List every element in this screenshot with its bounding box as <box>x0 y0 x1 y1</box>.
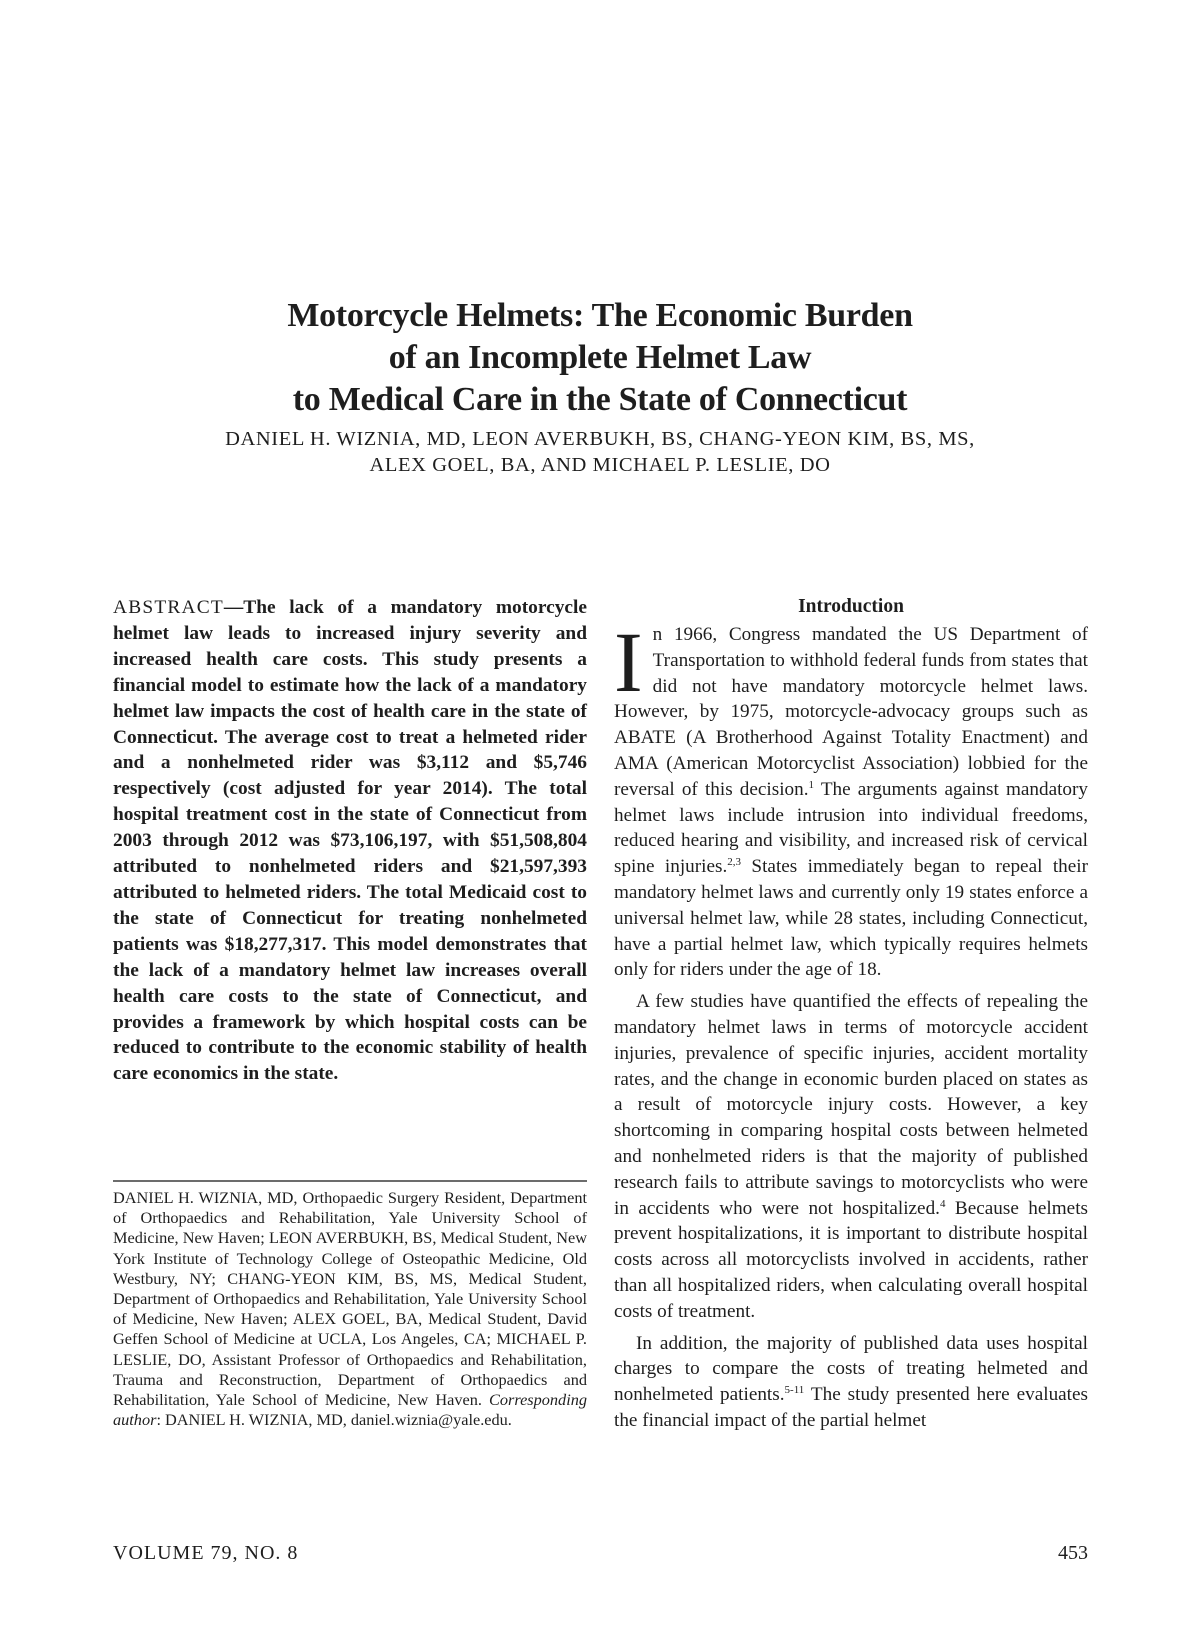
abstract-label: ABSTRACT <box>113 597 224 618</box>
author-list <box>100 426 1100 478</box>
author-line: DANIEL H. WIZNIA, MD, LEON AVERBUKH, BS, CHANG-YEON KIM, BS, MS, <box>225 428 975 450</box>
corresponding-text: : DANIEL H. WIZNIA, MD, daniel.wiznia@yale.edu. <box>156 1410 512 1430</box>
article-header <box>100 295 1100 478</box>
corresponding-label: Corresponding author <box>113 1390 587 1430</box>
title-line: Motorcycle Helmets: The Economic Burden <box>287 297 913 334</box>
paragraph-text: The study presented here evaluates the financial impact of the partial helmet <box>614 1384 1088 1431</box>
paragraph-text: n 1966, Congress mandated the US Department of Transportation to withhold federal funds from states that did not have mandatory motorcycle helmet laws. However, by 1975, motorcycle-advocacy groups such as ABATE (A Brotherhood Against Totality Enactment) and AMA (American Motorcyclist Association) lobbied for the reversal of this decision. <box>614 624 1088 800</box>
section-heading: Introduction <box>798 596 904 617</box>
title-line: of an Incomplete Helmet Law <box>388 339 812 376</box>
paragraph-text: Because helmets prevent hospitalizations, it is important to distribute hospital costs across all motorcyclists involved in accidents, rather than all hospitalized riders, when calculating overall hospital costs of treatment. <box>614 1197 1088 1322</box>
citation-ref: 2,3 <box>727 856 742 869</box>
article-title <box>100 295 1100 421</box>
paragraph-text: States immediately began to repeal their mandatory helmet laws and currently only 19 states enforce a universal helmet law, while 28 states, including Connecticut, have a partial helmet law, which typically requires helmets only for riders under the age of 18. <box>614 856 1088 981</box>
affiliation-text: DANIEL H. WIZNIA, MD, Orthopaedic Surgery Resident, Department of Orthopaedics and Rehabilitation, Yale University School of Medicine, New Haven; LEON AVERBUKH, BS, Medical Student, New York Institute of Technology College of Osteopathic Medicine, Old Westbury, NY; CHANG-YEON KIM, BS, MS, Medical Student, Department of Orthopaedics and Rehabilitation, Yale University School of Medicine, New Haven; ALEX GOEL, BA, Medical Student, David Geffen School of Medicine at UCLA, Los Angeles, CA; MICHAEL P. LESLIE, DO, Assistant Professor of Orthopaedics and Rehabilitation, Trauma and Reconstruction, Department of Orthopaedics and Rehabilitation, Yale School of Medicine, New Haven. <box>113 1188 587 1410</box>
left-column <box>113 595 587 1087</box>
citation-ref: 5-11 <box>784 1384 805 1397</box>
title-line: to Medical Care in the State of Connecticut <box>292 381 908 418</box>
right-column <box>614 594 1088 1434</box>
intro-paragraph <box>614 989 1088 1324</box>
citation-ref: 4 <box>939 1197 946 1210</box>
paragraph-text: The arguments against mandatory helmet laws include intrusion into individual freedoms, reduced hearing and visibility, and increased risk of cervical spine injuries. <box>614 778 1089 878</box>
author-affiliations <box>113 1188 587 1430</box>
drop-cap: I <box>614 614 643 710</box>
abstract-text: —The lack of a mandatory motorcycle helmet law leads to increased injury severity and increased health care costs. This study presents a financial model to estimate how the lack of a mandatory helmet law impacts the cost of health care in the state of Connecticut. The average cost to treat a helmeted rider and a nonhelmeted rider was $3,112 and $5,746 respectively (cost adjusted for year 2014). The total hospital treatment cost in the state of Connecticut from 2003 through 2012 was $73,106,197, with $51,508,804 attributed to nonhelmeted riders and $21,597,393 attributed to helmeted riders. The total Medicaid cost to the state of Connecticut for treating nonhelmeted patients was $18,277,317. This model demonstrates that the lack of a mandatory helmet law increases overall health care costs to the state of Connecticut, and provides a framework by which hospital costs can be reduced to contribute to the economic stability of health care economics in the state. <box>113 597 587 1085</box>
citation-ref: 1 <box>808 778 815 791</box>
intro-paragraph <box>614 614 1089 983</box>
page-number: 453 <box>1058 1542 1088 1564</box>
author-line: ALEX GOEL, BA, AND MICHAEL P. LESLIE, DO <box>369 454 831 476</box>
paragraph-text: In addition, the majority of published data uses hospital charges to compare the costs of treating helmeted and nonhelmeted patients. <box>614 1332 1088 1406</box>
journal-volume: VOLUME 79, NO. 8 <box>113 1542 299 1564</box>
divider <box>113 1180 587 1182</box>
intro-paragraph <box>614 1331 1088 1434</box>
abstract <box>113 595 587 1087</box>
paragraph-text: A few studies have quantified the effects of repealing the mandatory helmet laws in terms of motorcycle accident injuries, prevalence of specific injuries, accident mortality rates, and the change in economic burden placed on states as a result of motorcycle injury costs. However, a key shortcoming in comparing hospital costs between helmeted and nonhelmeted riders is that the majority of published research fails to attribute savings to motorcyclists who were in accidents who were not hospitalized. <box>614 991 1088 1219</box>
